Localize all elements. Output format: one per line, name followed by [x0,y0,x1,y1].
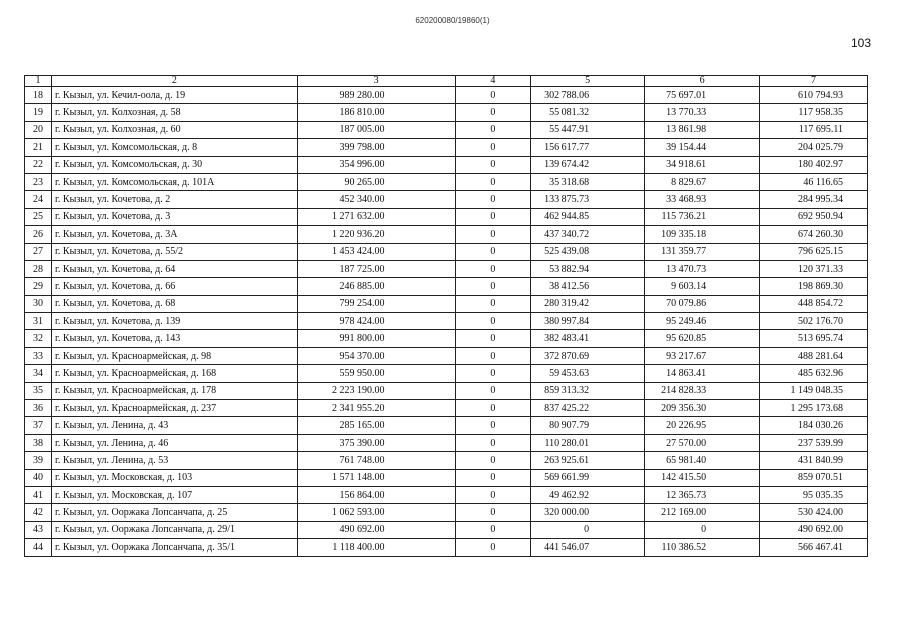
table-cell-col7: 490 692.00 [760,521,868,538]
table-cell-col6: 209 356.30 [645,400,760,417]
table-cell-col6: 13 470.73 [645,260,760,277]
table-cell-col6: 20 226.95 [645,417,760,434]
table-cell-col1: 29 [25,278,52,295]
table-row [25,104,868,121]
table-cell-col5: 49 462.92 [531,486,645,503]
table-cell-col3: 799 254.00 [297,295,455,312]
table-cell-col2: г. Кызыл, ул. Комсомольская, д. 8 [51,139,297,156]
table-cell-col6: 12 365.73 [645,486,760,503]
table-cell-col4: 0 [455,400,531,417]
table-cell-col3: 989 280.00 [297,87,455,104]
table-cell-col5: 380 997.84 [531,313,645,330]
table-cell-col2: г. Кызыл, ул. Красноармейская, д. 237 [51,400,297,417]
table-cell-col7: 431 840.99 [760,452,868,469]
table-cell-col2: г. Кызыл, ул. Колхозная, д. 58 [51,104,297,121]
table-cell-col6: 109 335.18 [645,226,760,243]
table-cell-col1: 37 [25,417,52,434]
table-cell-col5: 280 319.42 [531,295,645,312]
table-cell-col5: 139 674.42 [531,156,645,173]
table-cell-col6: 8 829.67 [645,173,760,190]
table-cell-col2: г. Кызыл, ул. Красноармейская, д. 178 [51,382,297,399]
table-cell-col7: 485 632.96 [760,365,868,382]
table-cell-col5: 569 661.99 [531,469,645,486]
table-cell-col4: 0 [455,469,531,486]
table-cell-col4: 0 [455,504,531,521]
table-cell-col4: 0 [455,365,531,382]
table-row [25,469,868,486]
table-cell-col5: 320 000.00 [531,504,645,521]
table-cell-col4: 0 [455,226,531,243]
table-cell-col6: 95 249.46 [645,313,760,330]
table-cell-col4: 0 [455,417,531,434]
table-cell-col3: 991 800.00 [297,330,455,347]
table-row [25,539,868,556]
table-cell-col2: г. Кызыл, ул. Ленина, д. 43 [51,417,297,434]
table-cell-col5: 156 617.77 [531,139,645,156]
table-cell-col4: 0 [455,121,531,138]
table-cell-col3: 2 341 955.20 [297,400,455,417]
table-cell-col1: 35 [25,382,52,399]
table-cell-col5: 837 425.22 [531,400,645,417]
page-number: 103 [850,36,871,50]
table-cell-col1: 40 [25,469,52,486]
table-cell-col1: 42 [25,504,52,521]
table-row [25,139,868,156]
table-cell-col2: г. Кызыл, ул. Кочетова, д. 64 [51,260,297,277]
table-cell-col7: 117 958.35 [760,104,868,121]
column-header-5: 5 [531,76,645,87]
table-cell-col1: 28 [25,260,52,277]
table-cell-col3: 186 810.00 [297,104,455,121]
table-cell-col1: 25 [25,208,52,225]
table-cell-col6: 39 154.44 [645,139,760,156]
table-row [25,486,868,503]
table-cell-col3: 978 424.00 [297,313,455,330]
table-cell-col4: 0 [455,486,531,503]
table-cell-col7: 46 116.65 [760,173,868,190]
table-cell-col3: 187 005.00 [297,121,455,138]
table-cell-col3: 285 165.00 [297,417,455,434]
table-cell-col6: 14 863.41 [645,365,760,382]
table-cell-col3: 90 265.00 [297,173,455,190]
table-row [25,400,868,417]
table-row [25,365,868,382]
data-table [24,75,868,557]
table-cell-col3: 452 340.00 [297,191,455,208]
table-cell-col2: г. Кызыл, ул. Кочетова, д. 3А [51,226,297,243]
table-cell-col7: 95 035.35 [760,486,868,503]
table-cell-col7: 1 295 173.68 [760,400,868,417]
table-cell-col2: г. Кызыл, ул. Ооржака Лопсанчапа, д. 29/1 [51,521,297,538]
table-cell-col4: 0 [455,104,531,121]
table-cell-col6: 65 981.40 [645,452,760,469]
document-id: 620200080/19860(1) [415,16,490,25]
table-row [25,191,868,208]
table-cell-col1: 24 [25,191,52,208]
table-cell-col7: 674 260.30 [760,226,868,243]
table-cell-col5: 372 870.69 [531,347,645,364]
table-cell-col7: 1 149 048.35 [760,382,868,399]
table-cell-col7: 198 869.30 [760,278,868,295]
table-cell-col5: 859 313.32 [531,382,645,399]
table-cell-col1: 36 [25,400,52,417]
table-cell-col3: 559 950.00 [297,365,455,382]
table-cell-col2: г. Кызыл, ул. Кочетова, д. 68 [51,295,297,312]
table-cell-col7: 237 539.99 [760,434,868,451]
table-cell-col5: 55 447.91 [531,121,645,138]
table-row [25,313,868,330]
table-row [25,295,868,312]
table-cell-col6: 95 620.85 [645,330,760,347]
table-cell-col4: 0 [455,434,531,451]
table-cell-col5: 133 875.73 [531,191,645,208]
table-cell-col7: 284 995.34 [760,191,868,208]
table-row [25,504,868,521]
table-cell-col7: 502 176.70 [760,313,868,330]
table-cell-col1: 26 [25,226,52,243]
table-cell-col6: 212 169.00 [645,504,760,521]
column-header-6: 6 [645,76,760,87]
table-cell-col3: 1 220 936.20 [297,226,455,243]
table-row [25,243,868,260]
table-cell-col6: 34 918.61 [645,156,760,173]
table-cell-col4: 0 [455,452,531,469]
table-cell-col4: 0 [455,521,531,538]
table-cell-col1: 33 [25,347,52,364]
table-cell-col2: г. Кызыл, ул. Комсомольская, д. 30 [51,156,297,173]
table-cell-col2: г. Кызыл, ул. Ооржака Лопсанчапа, д. 25 [51,504,297,521]
table-cell-col7: 566 467.41 [760,539,868,556]
table-cell-col6: 131 359.77 [645,243,760,260]
table-cell-col6: 13 861.98 [645,121,760,138]
table-cell-col2: г. Кызыл, ул. Колхозная, д. 60 [51,121,297,138]
table-cell-col6: 110 386.52 [645,539,760,556]
table-cell-col5: 53 882.94 [531,260,645,277]
table-cell-col5: 302 788.06 [531,87,645,104]
table-cell-col1: 23 [25,173,52,190]
table-cell-col2: г. Кызыл, ул. Кечил-оола, д. 19 [51,87,297,104]
table-cell-col3: 1 571 148.00 [297,469,455,486]
column-header-1: 1 [25,76,52,87]
table-cell-col3: 2 223 190.00 [297,382,455,399]
table-cell-col3: 1 271 632.00 [297,208,455,225]
table-cell-col4: 0 [455,295,531,312]
table-cell-col1: 18 [25,87,52,104]
table-cell-col2: г. Кызыл, ул. Кочетова, д. 2 [51,191,297,208]
table-cell-col5: 80 907.79 [531,417,645,434]
table-cell-col2: г. Кызыл, ул. Кочетова, д. 66 [51,278,297,295]
table-row [25,226,868,243]
table-cell-col6: 115 736.21 [645,208,760,225]
table-cell-col4: 0 [455,191,531,208]
table-cell-col7: 448 854.72 [760,295,868,312]
table-row [25,330,868,347]
table-row [25,87,868,104]
table-cell-col7: 530 424.00 [760,504,868,521]
table-cell-col3: 156 864.00 [297,486,455,503]
table-cell-col5: 59 453.63 [531,365,645,382]
table-cell-col3: 954 370.00 [297,347,455,364]
table-cell-col5: 110 280.01 [531,434,645,451]
table-row [25,452,868,469]
table-cell-col1: 41 [25,486,52,503]
table-cell-col2: г. Кызыл, ул. Кочетова, д. 143 [51,330,297,347]
table-cell-col2: г. Кызыл, ул. Комсомольская, д. 101А [51,173,297,190]
table-cell-col2: г. Кызыл, ул. Московская, д. 107 [51,486,297,503]
table-cell-col6: 75 697.01 [645,87,760,104]
table-cell-col4: 0 [455,156,531,173]
table-cell-col5: 38 412.56 [531,278,645,295]
table-cell-col5: 525 439.08 [531,243,645,260]
table-cell-col1: 39 [25,452,52,469]
table-cell-col1: 34 [25,365,52,382]
table-cell-col1: 32 [25,330,52,347]
table-row [25,382,868,399]
table-cell-col1: 21 [25,139,52,156]
table-cell-col2: г. Кызыл, ул. Кочетова, д. 55/2 [51,243,297,260]
table-cell-col7: 204 025.79 [760,139,868,156]
table-cell-col4: 0 [455,87,531,104]
table-cell-col6: 33 468.93 [645,191,760,208]
table-row [25,156,868,173]
table-cell-col4: 0 [455,330,531,347]
table-cell-col3: 354 996.00 [297,156,455,173]
table-cell-col5: 441 546.07 [531,539,645,556]
table-cell-col1: 38 [25,434,52,451]
table-cell-col7: 120 371.33 [760,260,868,277]
table-cell-col7: 692 950.94 [760,208,868,225]
table-header-row [25,76,868,87]
table-cell-col5: 0 [531,521,645,538]
table-cell-col1: 27 [25,243,52,260]
table-cell-col6: 214 828.33 [645,382,760,399]
table-cell-col1: 30 [25,295,52,312]
table-cell-col7: 796 625.15 [760,243,868,260]
table-cell-col4: 0 [455,208,531,225]
table-cell-col2: г. Кызыл, ул. Кочетова, д. 3 [51,208,297,225]
table-cell-col1: 44 [25,539,52,556]
table-row [25,347,868,364]
column-header-3: 3 [297,76,455,87]
table-cell-col5: 35 318.68 [531,173,645,190]
table-cell-col3: 399 798.00 [297,139,455,156]
table-cell-col1: 31 [25,313,52,330]
column-header-2: 2 [51,76,297,87]
table-cell-col7: 513 695.74 [760,330,868,347]
table-cell-col2: г. Кызыл, ул. Красноармейская, д. 168 [51,365,297,382]
table-cell-col1: 19 [25,104,52,121]
table-cell-col1: 43 [25,521,52,538]
table-cell-col2: г. Кызыл, ул. Красноармейская, д. 98 [51,347,297,364]
table-cell-col6: 27 570.00 [645,434,760,451]
table-cell-col2: г. Кызыл, ул. Ленина, д. 53 [51,452,297,469]
table-cell-col4: 0 [455,313,531,330]
table-cell-col6: 142 415.50 [645,469,760,486]
table-cell-col1: 20 [25,121,52,138]
table-row [25,521,868,538]
table-cell-col3: 375 390.00 [297,434,455,451]
table-cell-col4: 0 [455,347,531,364]
table-cell-col7: 180 402.97 [760,156,868,173]
table-cell-col4: 0 [455,173,531,190]
table-row [25,260,868,277]
table-cell-col5: 462 944.85 [531,208,645,225]
table-cell-col7: 488 281.64 [760,347,868,364]
column-header-4: 4 [455,76,531,87]
table-cell-col6: 0 [645,521,760,538]
table-row [25,121,868,138]
table-cell-col4: 0 [455,260,531,277]
table-cell-col7: 184 030.26 [760,417,868,434]
table-row [25,173,868,190]
table-cell-col3: 187 725.00 [297,260,455,277]
table-cell-col6: 13 770.33 [645,104,760,121]
table-cell-col3: 490 692.00 [297,521,455,538]
table-cell-col2: г. Кызыл, ул. Московская, д. 103 [51,469,297,486]
table-cell-col6: 93 217.67 [645,347,760,364]
column-header-7: 7 [760,76,868,87]
table-cell-col7: 117 695.11 [760,121,868,138]
table-cell-col6: 70 079.86 [645,295,760,312]
table-cell-col3: 1 062 593.00 [297,504,455,521]
table-cell-col5: 382 483.41 [531,330,645,347]
table-row [25,208,868,225]
table-cell-col3: 1 453 424.00 [297,243,455,260]
table-cell-col4: 0 [455,278,531,295]
table-body [25,87,868,557]
table-cell-col5: 437 340.72 [531,226,645,243]
table-cell-col5: 55 081.32 [531,104,645,121]
table-cell-col7: 610 794.93 [760,87,868,104]
table-cell-col5: 263 925.61 [531,452,645,469]
table-cell-col3: 761 748.00 [297,452,455,469]
table-row [25,278,868,295]
table-cell-col4: 0 [455,539,531,556]
table-cell-col3: 246 885.00 [297,278,455,295]
table-row [25,434,868,451]
table-cell-col1: 22 [25,156,52,173]
table-cell-col3: 1 118 400.00 [297,539,455,556]
table-cell-col2: г. Кызыл, ул. Ооржака Лопсанчапа, д. 35/1 [51,539,297,556]
table-cell-col2: г. Кызыл, ул. Ленина, д. 46 [51,434,297,451]
table-cell-col6: 9 603.14 [645,278,760,295]
table-cell-col4: 0 [455,139,531,156]
table-row [25,417,868,434]
table-cell-col4: 0 [455,243,531,260]
table-cell-col2: г. Кызыл, ул. Кочетова, д. 139 [51,313,297,330]
table-cell-col7: 859 070.51 [760,469,868,486]
table-cell-col4: 0 [455,382,531,399]
